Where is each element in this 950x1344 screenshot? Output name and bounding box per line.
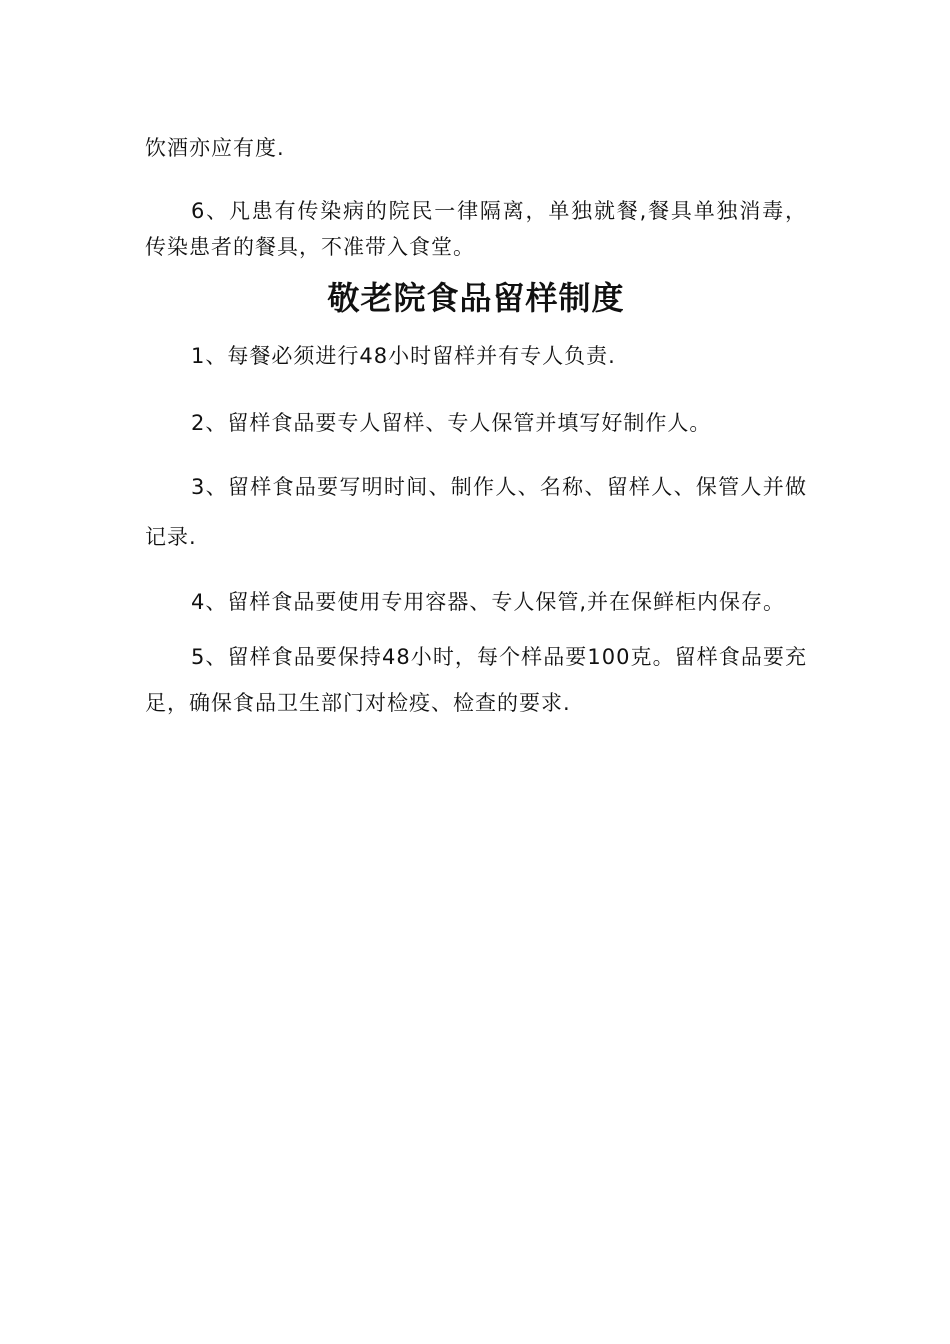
rule-item-3: 3、留样食品要写明时间、制作人、名称、留样人、保管人并做记录.	[145, 475, 807, 549]
carryover-paragraph: 饮酒亦应有度.	[145, 136, 285, 160]
rule-item-2: 2、留样食品要专人留样、专人保管并填写好制作人。	[191, 411, 712, 435]
rule-item-1: 1、每餐必须进行48小时留样并有专人负责.	[191, 344, 616, 368]
rule-item-5: 5、留样食品要保持48小时，每个样品要100克。留样食品要充足，确保食品卫生部门对检疫、检查的要求.	[145, 645, 807, 715]
section-title: 敬老院食品留样制度	[327, 279, 625, 317]
rule-item-4: 4、留样食品要使用专用容器、专人保管,并在保鲜柜内保存。	[191, 590, 786, 614]
document-body	[145, 126, 807, 726]
paragraph-item-6: 6、凡患有传染病的院民一律隔离，单独就餐,餐具单独消毒，传染患者的餐具，不准带入食堂。	[145, 199, 807, 259]
